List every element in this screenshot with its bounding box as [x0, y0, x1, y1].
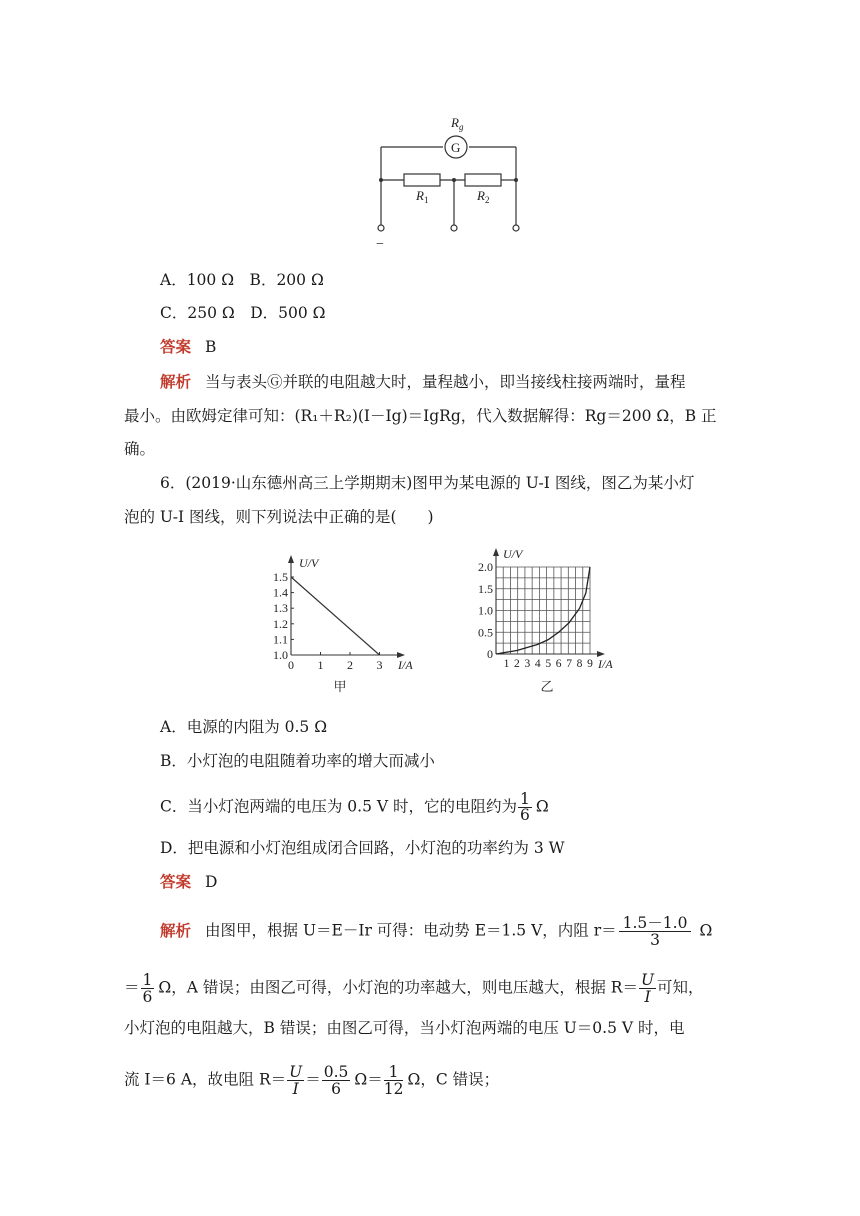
- y-axis-arrow: [493, 548, 499, 556]
- y-tick-label: 0.5: [478, 625, 493, 640]
- x-axis-label: I/A: [598, 657, 613, 671]
- x-tick-label: 1: [317, 658, 324, 672]
- x-tick-label: 2: [347, 658, 353, 672]
- q6-option-b: B．小灯泡的电阻随着功率的增大而减小: [160, 752, 435, 770]
- y-tick-label: 1.0: [478, 603, 493, 618]
- fraction: $\frac{1}{6}$: [520, 790, 530, 824]
- q6-option-a: A．电源的内阻为 0.5 Ω: [160, 718, 328, 736]
- fraction: $\frac{1}{6}$: [142, 971, 153, 1006]
- fraction: $\frac{1}{12}$: [383, 1063, 404, 1098]
- q6-analysis-1: 解析 由图甲，根据 U＝E－Ir 可得：电动势 E＝1.5 V，内阻 r＝ $\frac{1.5-1.0}{3}$ Ω: [160, 914, 713, 949]
- x-tick-label: 9: [587, 658, 593, 670]
- y-tick-label: 1.2: [273, 616, 288, 631]
- y-axis-label: U/V: [503, 547, 523, 561]
- y-tick-label: 0: [487, 647, 493, 661]
- q6-analysis-2: ＝ $\frac{1}{6}$ Ω，A 错误；由图乙可得，小灯泡的功率越大，则电压越大，根据 R＝ $\frac{U}{I}$ 可知，: [124, 971, 704, 1006]
- q6-option-d: D．把电源和小灯泡组成闭合回路，小灯泡的功率约为 3 W: [160, 839, 565, 857]
- q6-analysis-3: 小灯泡的电阻越大，B 错误；由图乙可得，当小灯泡两端的电压 U＝0.5 V 时，电: [124, 1019, 685, 1037]
- x-tick-label: 0: [288, 658, 294, 672]
- fraction: $\frac{1.5-1.0}{3}$: [619, 915, 692, 948]
- y-tick-label: 1.5: [273, 570, 288, 584]
- x-tick-label: 6: [555, 658, 562, 670]
- galvanometer-label: G: [451, 140, 461, 155]
- q5-options-2: C．250 Ω D．500 Ω: [160, 304, 326, 322]
- x-tick-label: 2: [514, 658, 520, 670]
- chart-title: 乙: [540, 679, 554, 694]
- analysis-label: 解析: [160, 921, 192, 940]
- y-tick-label: 2.0: [478, 560, 493, 574]
- q5-answer: 答案 B: [160, 338, 217, 356]
- x-tick-label: 4: [534, 658, 541, 670]
- fraction: $\frac{U}{I}$: [289, 1063, 303, 1098]
- x-tick-label: 5: [545, 658, 552, 670]
- q6-option-c: C．当小灯泡两端的电压为 0.5 V 时，它的电阻约为 $\frac{1}{6}$ Ω: [160, 790, 549, 824]
- analysis-label: 解析: [160, 373, 192, 391]
- x-tick-label: 3: [376, 658, 383, 672]
- q5-analysis-1: 解析 当与表头Ⓖ并联的电阻越大时，量程越小，即当接线柱接两端时，量程: [160, 373, 686, 391]
- x-tick-label: 7: [566, 658, 572, 670]
- y-tick-label: 1.3: [273, 601, 288, 616]
- x-tick-label: 8: [576, 658, 583, 670]
- q6-answer: 答案 D: [160, 873, 218, 891]
- minus-terminal-label: −: [376, 237, 384, 252]
- q5-options-1: A．100 Ω B．200 Ω: [160, 271, 324, 289]
- y-tick-label: 1.1: [273, 632, 288, 647]
- answer-label: 答案: [160, 873, 192, 891]
- x-tick-label: 3: [524, 658, 531, 670]
- x-axis-label: I/A: [398, 658, 413, 672]
- q6-stem-1: 6．(2019·山东德州高三上学期期末)图甲为某电源的 U-I 图线，图乙为某小灯: [160, 474, 695, 492]
- q5-analysis-3: 确。: [124, 440, 156, 458]
- y-tick-label: 1.5: [478, 581, 493, 596]
- q5-analysis-2: 最小。由欧姆定律可知：(R₁＋R₂)(I－Ig)＝IgRg，代入数据解得：Rg＝200 Ω，B 正: [124, 407, 717, 425]
- fraction: $\frac{U}{I}$: [640, 971, 655, 1006]
- y-axis-label: U/V: [299, 556, 319, 570]
- r2-label: $R_2$: [477, 188, 490, 205]
- x-tick-label: 1: [503, 658, 510, 670]
- q6-stem-2: 泡的 U-I 图线，则下列说法中正确的是( ): [124, 508, 434, 526]
- chart-title: 甲: [333, 679, 347, 694]
- r1-label: $R_1$: [416, 188, 429, 205]
- answer-label: 答案: [160, 338, 192, 356]
- q6-analysis-4: 流 I＝6 A，故电阻 R＝ $\frac{U}{I}$ ＝ $\frac{0.5}{6}$ Ω＝ $\frac{1}{12}$ Ω，C 错误；: [124, 1063, 500, 1098]
- rg-label: $R_g$: [451, 115, 464, 132]
- y-tick-label: 1.4: [273, 585, 288, 600]
- fraction: $\frac{0.5}{6}$: [323, 1063, 349, 1098]
- y-tick-label: 1.0: [273, 648, 288, 662]
